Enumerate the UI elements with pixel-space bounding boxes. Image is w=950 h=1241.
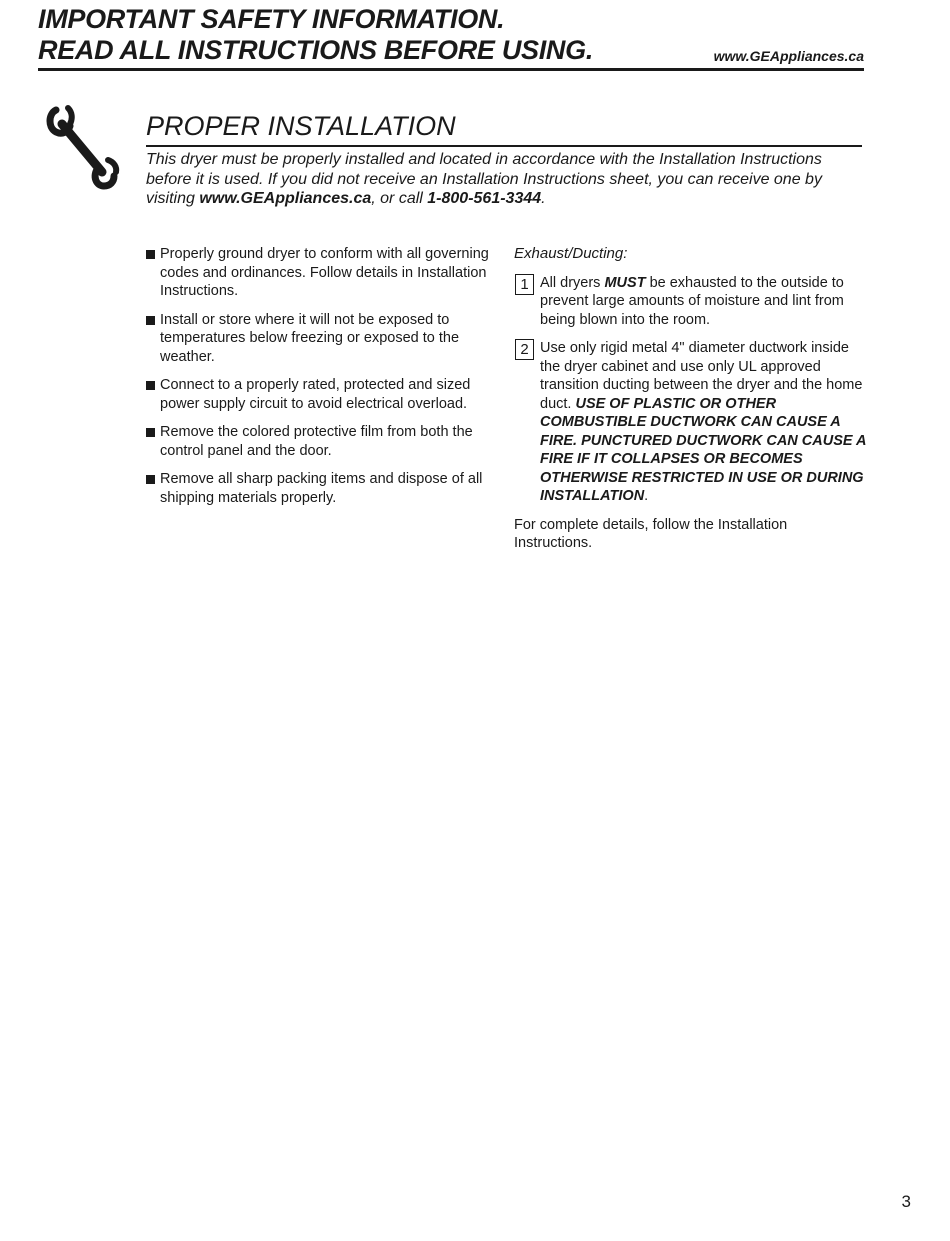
header-title-line-2: READ ALL INSTRUCTIONS BEFORE USING. (38, 35, 594, 65)
intro-text: This dryer must be properly installed and located in accordance with the Installation Instructions before it is used. If you did not receive an Installation Instructions sheet, you can receive one by visiting (146, 151, 822, 207)
installation-bullet-list (146, 245, 491, 517)
bullet-square-icon (146, 428, 155, 437)
item-text: All dryers (540, 274, 605, 291)
bullet-text: Remove the colored protective film from both the control panel and the door. (160, 424, 473, 459)
bullet-text: Remove all sharp packing items and dispose of all shipping materials properly. (160, 471, 483, 506)
ducting-item-1 (514, 274, 866, 330)
number-box: 2 (515, 339, 534, 360)
item-text-end: . (644, 488, 649, 504)
ducting-label: Exhaust/Ducting: (514, 245, 628, 262)
number-box: 1 (515, 274, 534, 295)
item-text: Use only rigid metal 4" diameter ductwork inside the dryer cabinet and use only UL approved transition ducting between the dryer and the home duct. (540, 340, 863, 412)
list-item (146, 376, 491, 413)
bullet-text: Properly ground dryer to conform with all governing codes and ordinances. Follow details in Installation Instructions. (160, 246, 489, 299)
item-emphasis: MUST (604, 274, 646, 291)
header-title-line-1: IMPORTANT SAFETY INFORMATION. (38, 4, 505, 34)
ducting-closing-note: For complete details, follow the Installation Instructions. (514, 516, 788, 551)
list-item (146, 423, 491, 460)
bullet-square-icon (146, 250, 155, 259)
section-title: PROPER INSTALLATION (146, 108, 862, 147)
bullet-square-icon (146, 381, 155, 390)
item-text-end: be exhausted to the outside to prevent large amounts of moisture and lint from being blown into the room. (540, 274, 844, 328)
bullet-square-icon (146, 316, 155, 325)
item-warning: USE OF PLASTIC OR OTHER COMBUSTIBLE DUCTWORK CAN CAUSE A FIRE. PUNCTURED DUCTWORK CAN CAUSE A FIRE IF IT COLLAPSES OR BECOMES OTHERWISE RESTRICTED IN USE OR DURING INSTALLATION (540, 395, 866, 504)
list-item (146, 311, 491, 367)
wrench-icon (46, 104, 122, 190)
ducting-item-2 (514, 339, 866, 506)
page-header (38, 4, 864, 71)
page-number: 3 (901, 1192, 911, 1211)
header-url-link[interactable]: www.GEAppliances.ca (713, 48, 864, 64)
intro-url-link[interactable]: www.GEAppliances.ca (199, 190, 372, 207)
intro-phone: 1-800-561-3344 (427, 190, 542, 207)
intro-text-end: . (541, 190, 546, 207)
section-intro (146, 150, 866, 209)
list-item (146, 245, 491, 301)
bullet-square-icon (146, 475, 155, 484)
exhaust-ducting-section (514, 245, 866, 553)
intro-text-middle: , or call (371, 190, 428, 207)
list-item (146, 470, 491, 507)
bullet-text: Connect to a properly rated, protected and sized power supply circuit to avoid electrical overload. (160, 377, 471, 412)
bullet-text: Install or store where it will not be exposed to temperatures below freezing or exposed to the weather. (160, 311, 460, 365)
